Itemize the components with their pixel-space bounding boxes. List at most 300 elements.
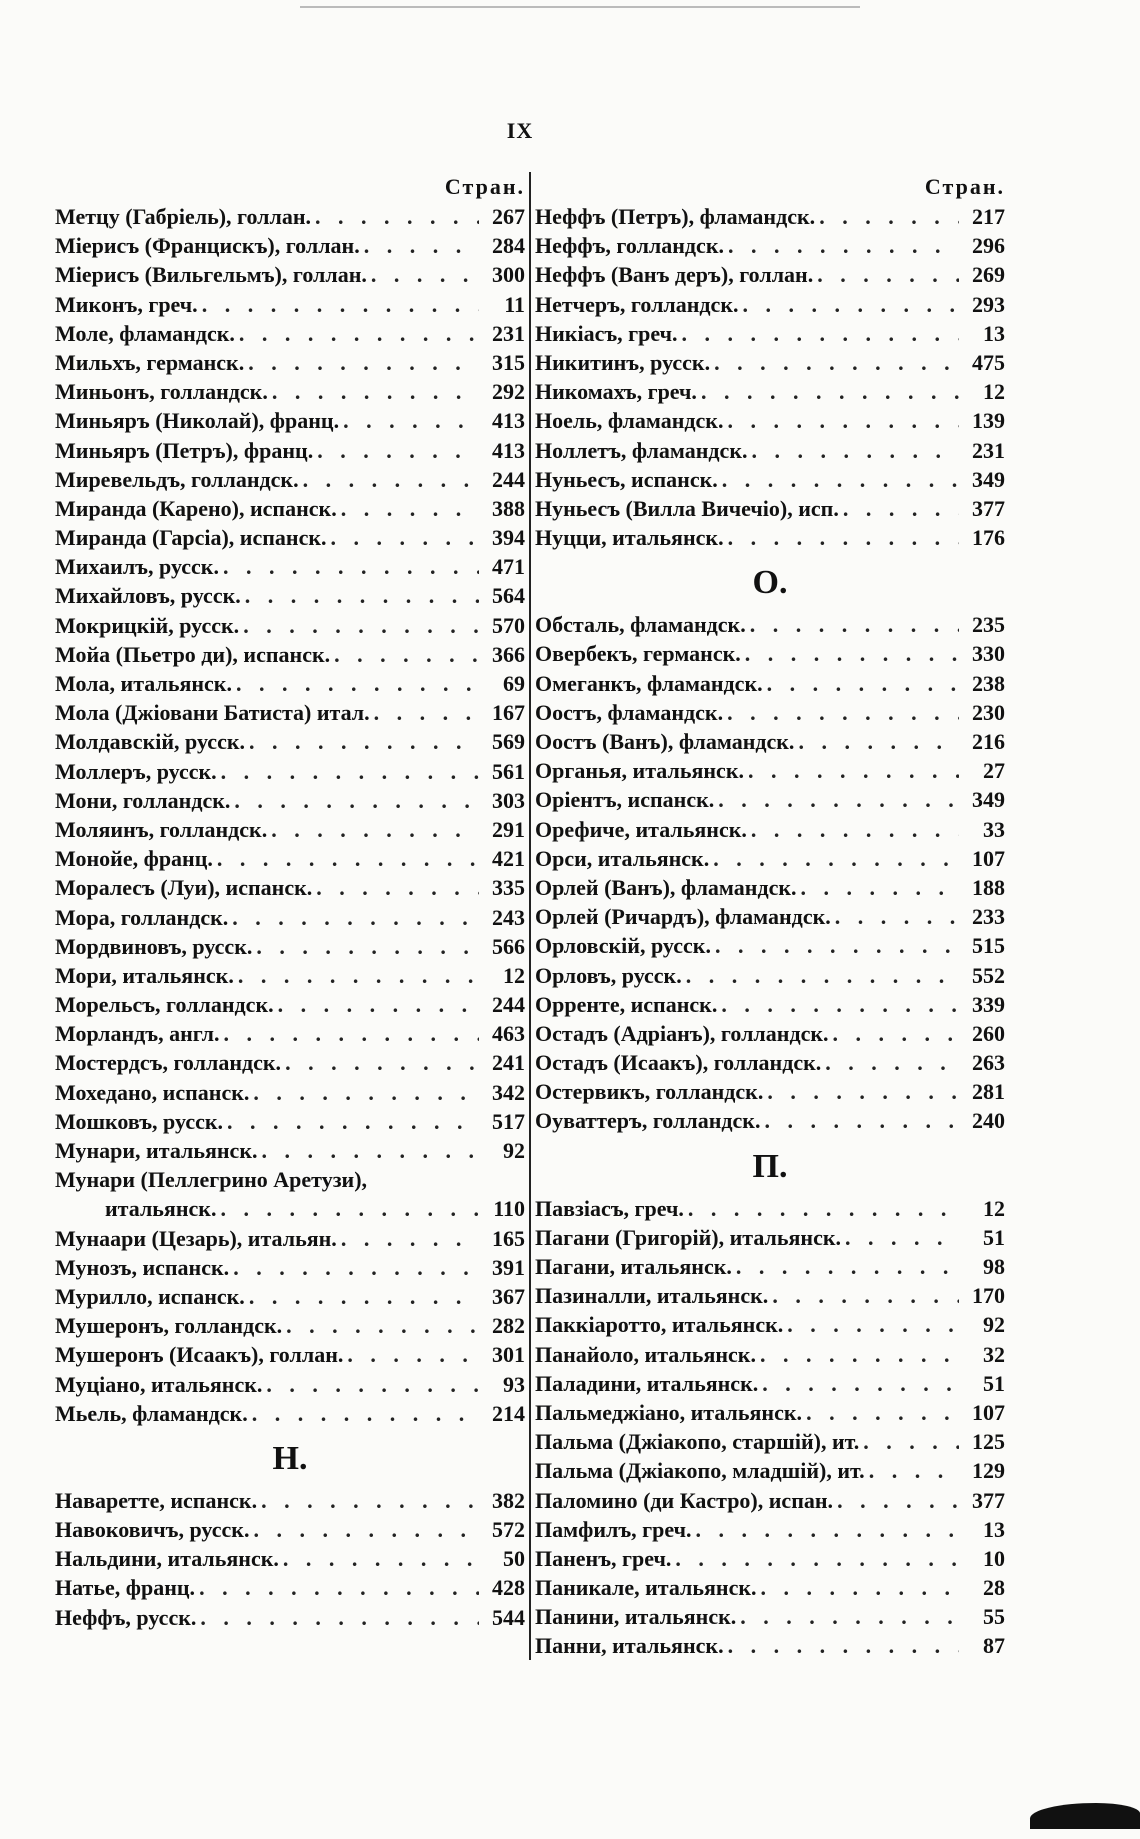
entry-page-number: 170 xyxy=(972,1283,1005,1309)
entry-name: Нуньесъ (Вилла Вичечіо), исп. xyxy=(535,495,839,521)
entry-name: Неффъ, русск. xyxy=(55,1604,197,1630)
entry-page-number: 55 xyxy=(983,1604,1005,1630)
entry-page-number: 235 xyxy=(972,612,1005,638)
column-header-pages: Стран. xyxy=(924,174,1005,199)
entry-name: Никіасъ, греч. xyxy=(535,320,678,346)
entry-name: Миревельдъ, голландск. xyxy=(55,466,299,492)
index-entry xyxy=(55,377,525,406)
index-entry xyxy=(55,260,525,289)
section-letter: П. xyxy=(752,1147,788,1185)
entry-page-number: 335 xyxy=(492,875,525,901)
dot-leader xyxy=(806,1398,959,1427)
dot-leader xyxy=(217,844,479,873)
dot-leader xyxy=(223,552,479,581)
dot-leader xyxy=(245,581,479,610)
entry-page-number: 51 xyxy=(983,1224,1005,1250)
entry-name: Мора, голландск. xyxy=(55,904,229,930)
entry-name: Миранда (Гарсіа), испанск. xyxy=(55,525,327,551)
index-entry xyxy=(535,844,1005,873)
entry-name: Миранда (Карено), испанск. xyxy=(55,495,337,521)
dot-leader xyxy=(271,815,479,844)
entry-name: Панини, итальянск. xyxy=(535,1604,737,1630)
entry-page-number: 107 xyxy=(972,845,1005,871)
entry-page-number: 303 xyxy=(492,787,525,813)
section-letter: Н. xyxy=(272,1439,308,1477)
dot-leader xyxy=(825,1048,959,1077)
entry-name: Нуньесъ, испанск. xyxy=(535,466,718,492)
index-entry xyxy=(55,406,525,435)
entry-page-number: 87 xyxy=(983,1633,1005,1659)
entry-name: Мохедано, испанск. xyxy=(55,1079,250,1105)
dot-leader xyxy=(316,873,479,902)
index-entry xyxy=(55,1019,525,1048)
dot-leader xyxy=(221,757,479,786)
entry-name: Пальма (Джіакопо, младшій), ит. xyxy=(535,1458,865,1484)
entry-page-number: 260 xyxy=(972,1020,1005,1046)
entry-name: Мунаари (Цезарь), итальян. xyxy=(55,1225,337,1251)
entry-name: Орловъ, русск. xyxy=(535,962,682,988)
index-entry xyxy=(55,815,525,844)
dot-leader xyxy=(256,932,479,961)
index-entry xyxy=(535,1310,1005,1339)
index-entry xyxy=(55,581,525,610)
index-entry xyxy=(535,1456,1005,1485)
index-entry xyxy=(535,1223,1005,1252)
entry-page-number: 51 xyxy=(983,1370,1005,1396)
entry-name: Орловскій, русск. xyxy=(535,933,711,959)
index-entry xyxy=(55,844,525,873)
index-entry xyxy=(535,436,1005,465)
entry-page-number: 129 xyxy=(972,1458,1005,1484)
entry-name: Михаилъ, русск. xyxy=(55,554,219,580)
entry-name: Навоковичъ, русск. xyxy=(55,1517,250,1543)
dot-leader xyxy=(688,1194,959,1223)
entry-name: Міерисъ (Францискъ), голлан. xyxy=(55,233,360,259)
index-entry xyxy=(535,1194,1005,1223)
entry-name: Остадъ (Адріанъ), голландск. xyxy=(535,1020,829,1046)
dot-leader xyxy=(718,785,959,814)
entry-name: Паккіаротто, итальянск. xyxy=(535,1312,784,1338)
entry-name: Мордвиновъ, русск. xyxy=(55,933,253,959)
dot-leader xyxy=(761,1573,959,1602)
entry-page-number: 391 xyxy=(492,1254,525,1280)
dot-leader xyxy=(696,1515,959,1544)
entry-name: Омеганкъ, фламандск. xyxy=(535,670,763,696)
dot-leader xyxy=(715,931,959,960)
entry-page-number: 517 xyxy=(492,1108,525,1134)
index-entry xyxy=(55,1340,525,1369)
entry-name: Мори, итальянск. xyxy=(55,962,234,988)
entry-page-number: 269 xyxy=(972,262,1005,288)
entry-page-number: 244 xyxy=(492,992,525,1018)
dot-leader xyxy=(767,669,959,698)
dot-leader xyxy=(315,202,479,231)
entry-page-number: 382 xyxy=(492,1487,525,1513)
entry-name: Пагани (Григорій), итальянск. xyxy=(535,1224,842,1250)
entry-page-number: 377 xyxy=(972,1487,1005,1513)
column-divider xyxy=(529,172,531,1660)
index-entry xyxy=(55,1399,525,1428)
index-entry xyxy=(55,494,525,523)
entry-name: Орефиче, итальянск. xyxy=(535,816,747,842)
entry-page-number: 69 xyxy=(503,671,525,696)
index-entry xyxy=(535,873,1005,902)
dot-leader xyxy=(261,1486,479,1515)
dot-leader xyxy=(374,698,479,727)
index-entry xyxy=(55,1224,525,1253)
entry-name: Ноель, фламандск. xyxy=(535,408,724,434)
dot-leader xyxy=(764,1106,959,1135)
entry-name: Миконъ, греч. xyxy=(55,291,198,317)
entry-page-number: 33 xyxy=(983,816,1005,842)
index-entry xyxy=(535,1106,1005,1135)
dot-leader xyxy=(220,1194,479,1223)
entry-name: Неффъ (Ванъ деръ), голлан. xyxy=(535,262,814,288)
entry-page-number: 282 xyxy=(492,1313,525,1339)
entry-name: Метцу (Габріель), голлан. xyxy=(55,204,312,229)
column-header-pages: Стран. xyxy=(444,174,525,199)
index-entry xyxy=(55,1194,525,1223)
entry-name: Мунари, итальянск. xyxy=(55,1138,258,1163)
index-entry xyxy=(55,1603,525,1632)
entry-name: Мунари (Пеллегрино Аретузи), xyxy=(55,1167,368,1193)
dot-leader xyxy=(722,465,959,494)
ink-smudge xyxy=(1030,1803,1140,1829)
entry-name: Міерисъ (Вильгельмъ), голлан. xyxy=(55,262,367,288)
entry-page-number: 216 xyxy=(972,729,1005,754)
index-entry xyxy=(55,1078,525,1107)
entry-page-number: 244 xyxy=(492,466,525,492)
entry-name: Органья, итальянск. xyxy=(535,758,744,784)
entry-page-number: 572 xyxy=(492,1517,525,1543)
dot-leader xyxy=(728,523,959,552)
entry-name: Мостердсъ, голландск. xyxy=(55,1050,282,1076)
index-entry xyxy=(535,1369,1005,1398)
entry-name: Пагани, итальянск. xyxy=(535,1254,732,1279)
dot-leader xyxy=(317,436,479,465)
entry-name: Мокрицкій, русск. xyxy=(55,612,240,638)
index-entry xyxy=(535,377,1005,406)
dot-leader xyxy=(740,1602,959,1631)
index-entry xyxy=(535,260,1005,289)
index-entry xyxy=(55,552,525,581)
entry-page-number: 98 xyxy=(983,1254,1005,1279)
dot-leader xyxy=(728,231,959,260)
entry-name: Нальдини, итальянск. xyxy=(55,1546,279,1572)
index-entry xyxy=(535,494,1005,523)
dot-leader xyxy=(748,756,959,785)
index-entry xyxy=(535,1252,1005,1281)
entry-page-number: 12 xyxy=(503,962,525,988)
entry-page-number: 233 xyxy=(972,904,1005,930)
index-entry xyxy=(55,523,525,552)
index-entry xyxy=(55,1544,525,1573)
index-entry xyxy=(535,348,1005,377)
dot-leader xyxy=(278,990,479,1019)
entry-page-number: 241 xyxy=(492,1050,525,1076)
index-entry xyxy=(55,990,525,1019)
entry-page-number: 377 xyxy=(972,495,1005,521)
entry-name: Мунозъ, испанск. xyxy=(55,1254,230,1280)
entry-name: Мушеронъ (Исаакъ), голлан. xyxy=(55,1342,344,1368)
entry-page-number: 291 xyxy=(492,816,525,842)
entry-page-number: 561 xyxy=(492,758,525,784)
entry-page-number: 27 xyxy=(983,758,1005,784)
entry-page-number: 428 xyxy=(492,1575,525,1601)
dot-leader xyxy=(234,786,479,815)
index-entry xyxy=(55,669,525,698)
dot-leader xyxy=(845,1223,959,1252)
dot-leader xyxy=(745,639,959,668)
dot-leader xyxy=(701,377,959,406)
entry-name: Оуваттеръ, голландск. xyxy=(535,1108,761,1134)
dot-leader xyxy=(833,1019,959,1048)
entry-page-number: 32 xyxy=(983,1341,1005,1367)
index-entry xyxy=(55,290,525,319)
index-entry xyxy=(55,1165,525,1194)
index-entry xyxy=(55,1282,525,1311)
dot-leader xyxy=(727,406,959,435)
dot-leader xyxy=(253,1078,479,1107)
index-entry xyxy=(535,1077,1005,1106)
entry-name: Мола, итальянск. xyxy=(55,671,232,696)
dot-leader xyxy=(760,1340,959,1369)
entry-page-number: 552 xyxy=(972,962,1005,988)
entry-page-number: 471 xyxy=(492,554,525,580)
dot-leader xyxy=(686,961,959,990)
index-entry xyxy=(535,1427,1005,1456)
entry-page-number: 263 xyxy=(972,1050,1005,1076)
dot-leader xyxy=(721,990,959,1019)
dot-leader xyxy=(798,727,959,756)
entry-page-number: 566 xyxy=(492,933,525,959)
index-entry xyxy=(55,961,525,990)
dot-leader xyxy=(364,231,479,260)
entry-name: Моляинъ, голландск. xyxy=(55,816,268,842)
entry-name: итальянск. xyxy=(105,1196,217,1222)
entry-page-number: 11 xyxy=(504,291,525,317)
index-entry xyxy=(535,756,1005,785)
dot-leader xyxy=(675,1544,959,1573)
index-entry xyxy=(535,1281,1005,1310)
top-rule xyxy=(300,6,860,8)
index-entry xyxy=(55,1107,525,1136)
entry-name: Остервикъ, голландск. xyxy=(535,1079,764,1105)
entry-page-number: 214 xyxy=(492,1400,525,1426)
entry-page-number: 366 xyxy=(492,641,525,667)
entry-page-number: 330 xyxy=(972,641,1005,667)
dot-leader xyxy=(762,1369,959,1398)
dot-leader xyxy=(286,1311,479,1340)
entry-name: Мола (Джіовани Батиста) итал. xyxy=(55,700,370,726)
dot-leader xyxy=(752,436,959,465)
entry-page-number: 165 xyxy=(492,1225,525,1251)
entry-page-number: 92 xyxy=(983,1312,1005,1338)
index-entry xyxy=(535,1602,1005,1631)
entry-page-number: 13 xyxy=(983,320,1005,346)
dot-leader xyxy=(869,1456,959,1485)
entry-name: Оостъ, фламандск. xyxy=(535,699,724,725)
entry-name: Молдавскій, русск. xyxy=(55,729,246,755)
entry-name: Мьель, фламандск. xyxy=(55,1400,248,1426)
entry-name: Овербекъ, германск. xyxy=(535,641,741,667)
entry-name: Паломино (ди Кастро), испан. xyxy=(535,1487,834,1513)
entry-name: Никитинъ, русск. xyxy=(535,349,711,375)
entry-page-number: 367 xyxy=(492,1283,525,1309)
index-entry xyxy=(535,1019,1005,1048)
dot-leader xyxy=(682,319,959,348)
index-entry xyxy=(55,932,525,961)
dot-leader xyxy=(249,1282,479,1311)
entry-page-number: 139 xyxy=(972,408,1005,434)
index-entry xyxy=(535,1398,1005,1427)
entry-name: Мильхъ, германск. xyxy=(55,349,245,375)
entry-name: Панайоло, итальянск. xyxy=(535,1341,756,1367)
entry-page-number: 13 xyxy=(983,1516,1005,1542)
dot-leader xyxy=(285,1048,479,1077)
dot-leader xyxy=(266,1370,479,1399)
entry-name: Неффъ, голландск. xyxy=(535,233,724,259)
index-entry xyxy=(535,902,1005,931)
entry-name: Неффъ (Петръ), фламандск. xyxy=(535,204,816,229)
entry-name: Миньяръ (Петръ), франц. xyxy=(55,437,314,463)
dot-leader xyxy=(272,377,479,406)
entry-name: Миньонъ, голландск. xyxy=(55,379,268,405)
index-entry xyxy=(55,202,525,231)
entry-page-number: 339 xyxy=(972,991,1005,1017)
entry-name: Оостъ (Ванъ), фламандск. xyxy=(535,729,795,754)
dot-leader xyxy=(253,1515,479,1544)
dot-leader xyxy=(252,1399,479,1428)
index-entry xyxy=(535,319,1005,348)
index-entry xyxy=(55,757,525,786)
dot-leader xyxy=(224,1019,479,1048)
dot-leader xyxy=(743,290,960,319)
page-number: IX xyxy=(506,118,534,143)
entry-name: Моллеръ, русск. xyxy=(55,758,217,784)
entry-page-number: 301 xyxy=(492,1342,525,1368)
entry-name: Панни, итальянск. xyxy=(535,1633,724,1659)
dot-leader xyxy=(341,1224,479,1253)
entry-page-number: 217 xyxy=(972,204,1005,229)
entry-page-number: 12 xyxy=(983,1195,1005,1221)
entry-name: Муціано, итальянск. xyxy=(55,1371,263,1397)
entry-page-number: 240 xyxy=(972,1108,1005,1134)
index-entry xyxy=(55,1515,525,1544)
entry-name: Наваретте, испанск. xyxy=(55,1487,258,1513)
entry-page-number: 107 xyxy=(972,1399,1005,1425)
index-entry xyxy=(55,698,525,727)
index-entry xyxy=(535,406,1005,435)
entry-name: Остадъ (Исаакъ), голландск. xyxy=(535,1050,822,1076)
entry-page-number: 475 xyxy=(972,349,1005,375)
dot-leader xyxy=(236,669,479,698)
entry-page-number: 349 xyxy=(972,466,1005,492)
entry-page-number: 284 xyxy=(492,233,525,259)
dot-leader xyxy=(843,494,959,523)
entry-name: Мошковъ, русск. xyxy=(55,1108,224,1134)
entry-page-number: 267 xyxy=(492,204,525,229)
index-entry xyxy=(535,610,1005,639)
dot-leader xyxy=(227,1107,479,1136)
index-entry xyxy=(535,1048,1005,1077)
index-entry xyxy=(55,1048,525,1077)
dot-leader xyxy=(371,260,479,289)
entry-name: Михайловъ, русск. xyxy=(55,583,241,609)
entry-name: Морландъ, англ. xyxy=(55,1021,220,1047)
entry-page-number: 10 xyxy=(983,1545,1005,1571)
entry-name: Паникале, итальянск. xyxy=(535,1575,757,1601)
index-column-left xyxy=(55,172,525,1632)
index-entry xyxy=(535,815,1005,844)
entry-page-number: 293 xyxy=(972,291,1005,317)
entry-page-number: 93 xyxy=(503,1371,525,1397)
dot-leader xyxy=(736,1252,959,1281)
entry-page-number: 125 xyxy=(972,1429,1005,1455)
index-entry xyxy=(535,465,1005,494)
index-entry xyxy=(55,319,525,348)
entry-page-number: 413 xyxy=(492,437,525,463)
entry-page-number: 50 xyxy=(503,1546,525,1572)
entry-page-number: 281 xyxy=(972,1079,1005,1105)
index-entry xyxy=(535,1631,1005,1660)
entry-page-number: 167 xyxy=(492,700,525,726)
entry-name: Орлей (Ванъ), фламандск. xyxy=(535,874,797,900)
dot-leader xyxy=(243,611,479,640)
dot-leader xyxy=(835,902,959,931)
dot-leader xyxy=(343,406,479,435)
entry-name: Морельсъ, голландск. xyxy=(55,992,274,1018)
entry-name: Мурилло, испанск. xyxy=(55,1283,245,1309)
index-entry xyxy=(535,931,1005,960)
entry-name: Орренте, испанск. xyxy=(535,991,718,1017)
dot-leader xyxy=(837,1486,959,1515)
entry-name: Пальмеджіано, итальянск. xyxy=(535,1399,803,1425)
dot-leader xyxy=(248,348,479,377)
dot-leader xyxy=(239,319,479,348)
entry-name: Мойа (Пьетро ди), испанск. xyxy=(55,641,331,667)
index-entry xyxy=(535,785,1005,814)
dot-leader xyxy=(801,873,959,902)
entry-name: Пазиналли, итальянск. xyxy=(535,1283,769,1309)
index-entry xyxy=(55,1370,525,1399)
entry-page-number: 243 xyxy=(492,904,525,930)
entry-name: Моралесъ (Луи), испанск. xyxy=(55,875,313,901)
dot-leader xyxy=(767,1077,959,1106)
index-entry xyxy=(55,903,525,932)
entry-name: Монойе, франц. xyxy=(55,846,213,872)
dot-leader xyxy=(334,640,479,669)
entry-name: Орлей (Ричардъ), фламандск. xyxy=(535,904,831,930)
index-entry xyxy=(535,1544,1005,1573)
entry-name: Паненъ, греч. xyxy=(535,1545,672,1571)
entry-page-number: 394 xyxy=(492,525,525,551)
index-entry xyxy=(55,1573,525,1602)
entry-name: Павзіасъ, греч. xyxy=(535,1195,684,1221)
entry-page-number: 388 xyxy=(492,495,525,521)
index-entry xyxy=(55,611,525,640)
dot-leader xyxy=(341,494,479,523)
entry-page-number: 231 xyxy=(972,437,1005,463)
entry-name: Ноллетъ, фламандск. xyxy=(535,437,748,463)
entry-name: Орси, итальянск. xyxy=(535,845,710,871)
index-entry xyxy=(55,1311,525,1340)
entry-name: Миньяръ (Николай), франц. xyxy=(55,408,340,434)
index-entry xyxy=(535,639,1005,668)
dot-leader xyxy=(249,727,479,756)
entry-name: Никомахъ, греч. xyxy=(535,379,697,405)
index-entry xyxy=(55,786,525,815)
